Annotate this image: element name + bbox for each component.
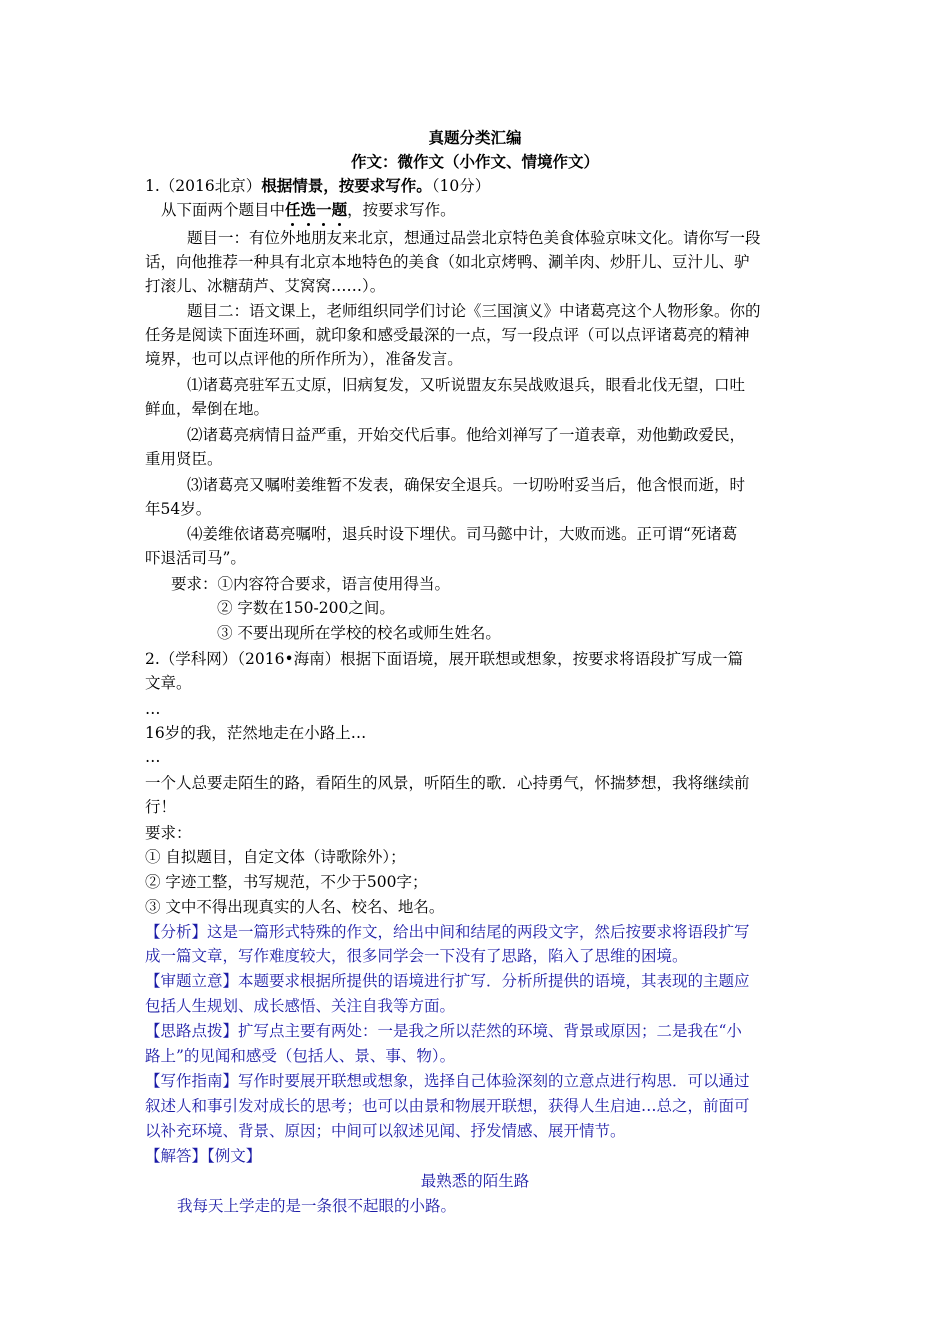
q2-text-line: …: [145, 748, 161, 766]
q1-instruction-emphasis: [285, 200, 347, 219]
q2-text-line: 行！: [145, 798, 177, 816]
q1-scene1-line: ⑴诸葛亮驻军五丈原，旧病复发，又听说盟友东吴战败退兵，眼看北伐无望，口吐: [187, 376, 746, 394]
q1-topic1-line: 话，向他推荐一种具有北京本地特色的美食（如北京烤鸭、涮羊肉、炒肝儿、豆汁儿、驴: [145, 253, 750, 271]
q1-heading-prefix: 1.（2016北京）: [145, 177, 262, 195]
q1-scene3-line: ⑶诸葛亮又嘱咐姜维暂不发表，确保安全退兵。一切吩咐妥当后，他含恨而逝，时: [187, 476, 746, 494]
q1-scene4-line: ⑷姜维依诸葛亮嘱咐，退兵时设下埋伏。司马懿中计，大败而逃。正可谓“死诸葛: [187, 525, 738, 543]
analysis-line: 成一篇文章，写作难度较大，很多同学会一下没有了思路，陷入了思维的困境。: [145, 947, 688, 965]
analysis-line: 【分析】这是一篇形式特殊的作文，给出中间和结尾的两段文字，然后按要求将语段扩写: [145, 923, 750, 941]
q1-topic2-line: 任务是阅读下面连环画，就印象和感受最深的一点，写一段点评（可以点评诸葛亮的精神: [145, 326, 750, 344]
q2-text-line: ① 自拟题目，自定文体（诗歌除外）；: [145, 848, 406, 866]
analysis-line: 叙述人和事引发对成长的思考；也可以由景和物展开联想，获得人生启迪…总之，前面可: [145, 1097, 750, 1115]
q1-requirement-line: ② 字数在150-200之间。: [217, 599, 395, 617]
emphasis-char: 题: [332, 198, 348, 222]
q1-requirement-line: 要求：①内容符合要求，语言使用得当。: [171, 575, 451, 593]
q2-text-line: 一个人总要走陌生的路，看陌生的风景，听陌生的歌．心持勇气，怀揣梦想，我将继续前: [145, 774, 750, 792]
q2-text-line: …: [145, 700, 161, 718]
q1-instruction-post: ，按要求写作。: [347, 201, 456, 219]
analysis-line: 包括人生规划、成长感悟、关注自我等方面。: [145, 997, 456, 1015]
q1-instruction-pre: 从下面两个题目中: [161, 201, 286, 219]
doc-subtitle: 作文：微作文（小作文、情境作文）: [350, 152, 599, 171]
analysis-line: 【审题立意】本题要求根据所提供的语境进行扩写．分析所提供的语境，其表现的主题应: [145, 972, 750, 990]
q1-scene2-line: 重用贤臣。: [145, 450, 223, 468]
q1-scene4-line: 吓退活司马”。: [145, 549, 246, 567]
q2-text-line: 16岁的我，茫然地走在小路上…: [145, 724, 367, 742]
q1-heading: [145, 174, 490, 198]
q1-instruction: [161, 198, 456, 222]
analysis-line: 以补充环境、背景、原因；中间可以叙述见闻、抒发情感、展开情节。: [145, 1122, 626, 1140]
q1-scene2-line: ⑵诸葛亮病情日益严重，开始交代后事。他给刘禅写了一道表章，劝他勤政爱民，: [187, 426, 746, 444]
doc-title: 真题分类汇编: [428, 128, 522, 147]
q1-topic1-line: 题目一：有位外地朋友来北京，想通过品尝北京特色美食体验京味文化。请你写一段: [187, 229, 761, 247]
q1-topic2-line: 境界，也可以点评他的所作所为），准备发言。: [145, 350, 463, 368]
emphasis-char: 一: [316, 198, 332, 222]
q1-scene1-line: 鲜血，晕倒在地。: [145, 400, 270, 418]
q2-text-line: 要求：: [145, 824, 192, 842]
emphasis-char: 选: [301, 198, 317, 222]
emphasis-char: 任: [285, 198, 301, 222]
essay-title: 最熟悉的陌生路: [420, 1172, 530, 1190]
analysis-line: 【思路点拨】扩写点主要有两处：一是我之所以茫然的环境、背景或原因；二是我在“小: [145, 1022, 742, 1040]
analysis-line: 【写作指南】写作时要展开联想或想象，选择自己体验深刻的立意点进行构思．可以通过: [145, 1072, 750, 1090]
essay-first-line: 我每天上学走的是一条很不起眼的小路。: [177, 1197, 457, 1215]
q2-heading-line: 2.（学科网）（2016•海南）根据下面语境，展开联想或想象，按要求将语段扩写成一篇: [145, 650, 744, 668]
q1-topic1-line: 打滚儿、冰糖葫芦、艾窝窝……）。: [145, 277, 386, 295]
q1-heading-points: （10分）: [431, 177, 491, 195]
q1-heading-bold: 根据情景，按要求写作。: [261, 176, 432, 195]
q2-text-line: ② 字迹工整，书写规范，不少于500字；: [145, 873, 428, 891]
answer-label: 【解答】【例文】: [145, 1147, 262, 1165]
analysis-line: 路上”的见闻和感受（包括人、景、事、物）。: [145, 1047, 456, 1065]
q1-topic2-line: 题目二：语文课上，老师组织同学们讨论《三国演义》中诸葛亮这个人物形象。你的: [187, 302, 761, 320]
q2-text-line: ③ 文中不得出现真实的人名、校名、地名。: [145, 898, 445, 916]
q2-heading-line: 文章。: [145, 674, 192, 692]
q1-scene3-line: 年54岁。: [145, 500, 212, 518]
q1-requirement-line: ③ 不要出现所在学校的校名或师生姓名。: [217, 624, 501, 642]
